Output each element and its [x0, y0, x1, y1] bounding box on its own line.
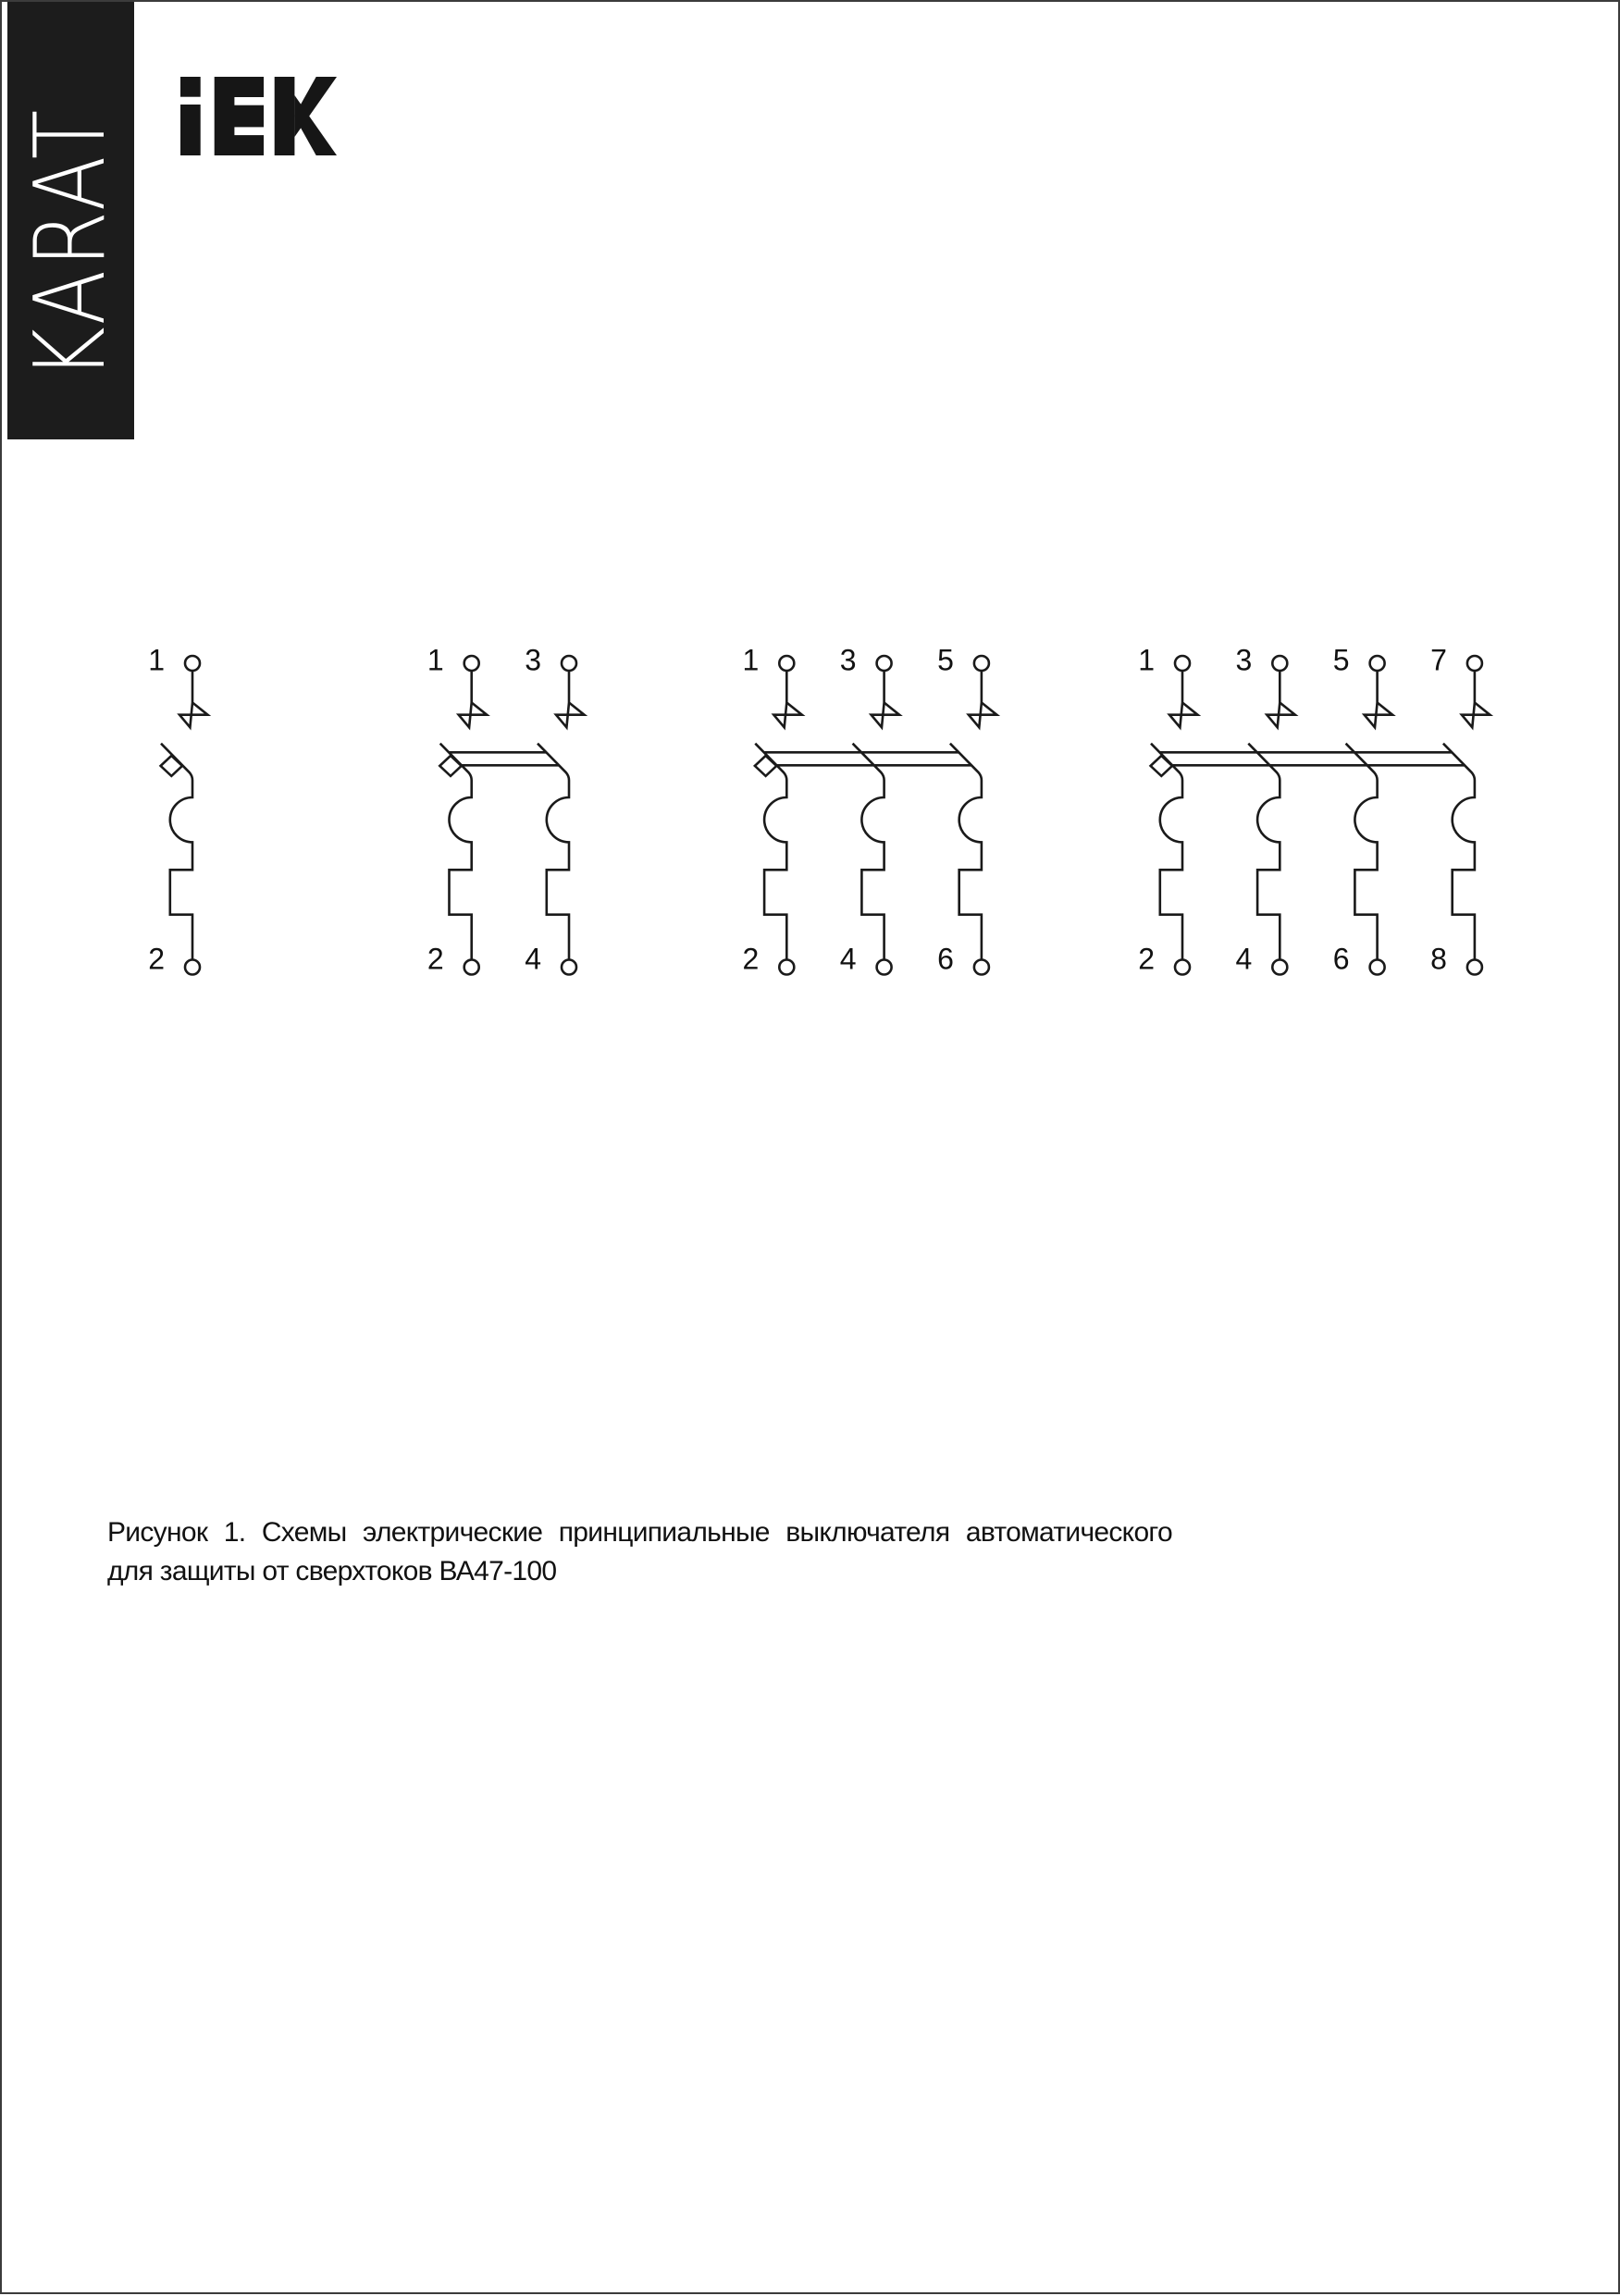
terminal-label: 3: [525, 643, 541, 677]
contact-symbol: [1462, 671, 1490, 727]
pole-body: [853, 744, 884, 960]
pole-body: [1151, 744, 1182, 960]
contact-symbol: [969, 671, 997, 727]
circuit-diagrams: [2, 2, 1620, 2296]
pole-body: [538, 744, 569, 960]
pole-body: [161, 744, 192, 960]
terminal-top: [185, 656, 200, 671]
terminal-top: [1370, 656, 1385, 671]
figure-caption: [107, 1513, 1172, 1590]
pole: [743, 644, 802, 976]
pole-body: [440, 744, 472, 960]
terminal-label: 6: [937, 942, 954, 976]
terminal-label: 6: [1332, 942, 1350, 976]
pole: [525, 644, 584, 976]
terminal-label: 1: [1138, 643, 1155, 677]
terminal-label: 2: [1138, 942, 1155, 976]
terminal-top: [974, 656, 989, 671]
pole-body: [755, 744, 786, 960]
contact-symbol: [872, 671, 900, 727]
terminal-top: [464, 656, 479, 671]
pole: [840, 644, 899, 976]
karat-banner-text: KARAT: [14, 106, 127, 380]
terminal-bottom: [1175, 960, 1190, 975]
terminal-top: [562, 656, 576, 671]
terminal-bottom: [1370, 960, 1385, 975]
terminal-bottom: [185, 960, 200, 975]
pole: [427, 644, 487, 976]
terminal-top: [877, 656, 892, 671]
pole: [1430, 644, 1490, 976]
contact-symbol: [773, 671, 802, 727]
terminal-label: 8: [1430, 942, 1447, 976]
pole: [937, 644, 996, 976]
pole-body: [950, 744, 982, 960]
diagram-3-pole: [743, 644, 997, 976]
terminal-top: [1272, 656, 1287, 671]
pole: [1236, 644, 1295, 976]
terminal-bottom: [779, 960, 794, 975]
release-diamond: [755, 756, 776, 776]
terminal-bottom: [562, 960, 576, 975]
contact-symbol: [1365, 671, 1393, 727]
figure-caption-line2: для защиты от сверхтоков ВА47-100: [107, 1555, 557, 1586]
terminal-label: 2: [148, 942, 165, 976]
terminal-label: 4: [525, 942, 541, 976]
pole-body: [1443, 744, 1475, 960]
figure-caption-line1: Рисунок 1. Схемы электрические принципиальные выключателя автоматического: [107, 1517, 1172, 1548]
terminal-label: 1: [742, 643, 760, 677]
pole: [1138, 644, 1197, 976]
pole: [1333, 644, 1392, 976]
terminal-label: 3: [1235, 643, 1253, 677]
terminal-label: 3: [839, 643, 857, 677]
terminal-label: 5: [937, 643, 954, 677]
terminal-label: 4: [839, 942, 857, 976]
terminal-bottom: [974, 960, 989, 975]
terminal-top: [779, 656, 794, 671]
contact-symbol: [1267, 671, 1295, 727]
terminal-label: 7: [1430, 643, 1447, 677]
terminal-label: 2: [427, 942, 444, 976]
pole: [148, 644, 207, 976]
terminal-bottom: [877, 960, 892, 975]
terminal-bottom: [464, 960, 479, 975]
pole-body: [1248, 744, 1280, 960]
terminal-top: [1175, 656, 1190, 671]
contact-symbol: [459, 671, 488, 727]
contact-symbol: [1169, 671, 1198, 727]
terminal-bottom: [1272, 960, 1287, 975]
diagram-4-pole: [1138, 644, 1490, 976]
contact-symbol: [556, 671, 585, 727]
terminal-top: [1467, 656, 1482, 671]
release-diamond: [1151, 756, 1172, 776]
terminal-label: 5: [1332, 643, 1350, 677]
terminal-label: 2: [742, 942, 760, 976]
contact-symbol: [179, 671, 208, 727]
release-diamond: [161, 756, 182, 776]
terminal-label: 1: [148, 643, 165, 677]
pole-body: [1346, 744, 1378, 960]
terminal-label: 1: [427, 643, 444, 677]
terminal-bottom: [1467, 960, 1482, 975]
terminal-label: 4: [1235, 942, 1253, 976]
diagram-2-pole: [427, 644, 585, 976]
diagram-1-pole: [148, 644, 207, 976]
release-diamond: [439, 756, 461, 776]
